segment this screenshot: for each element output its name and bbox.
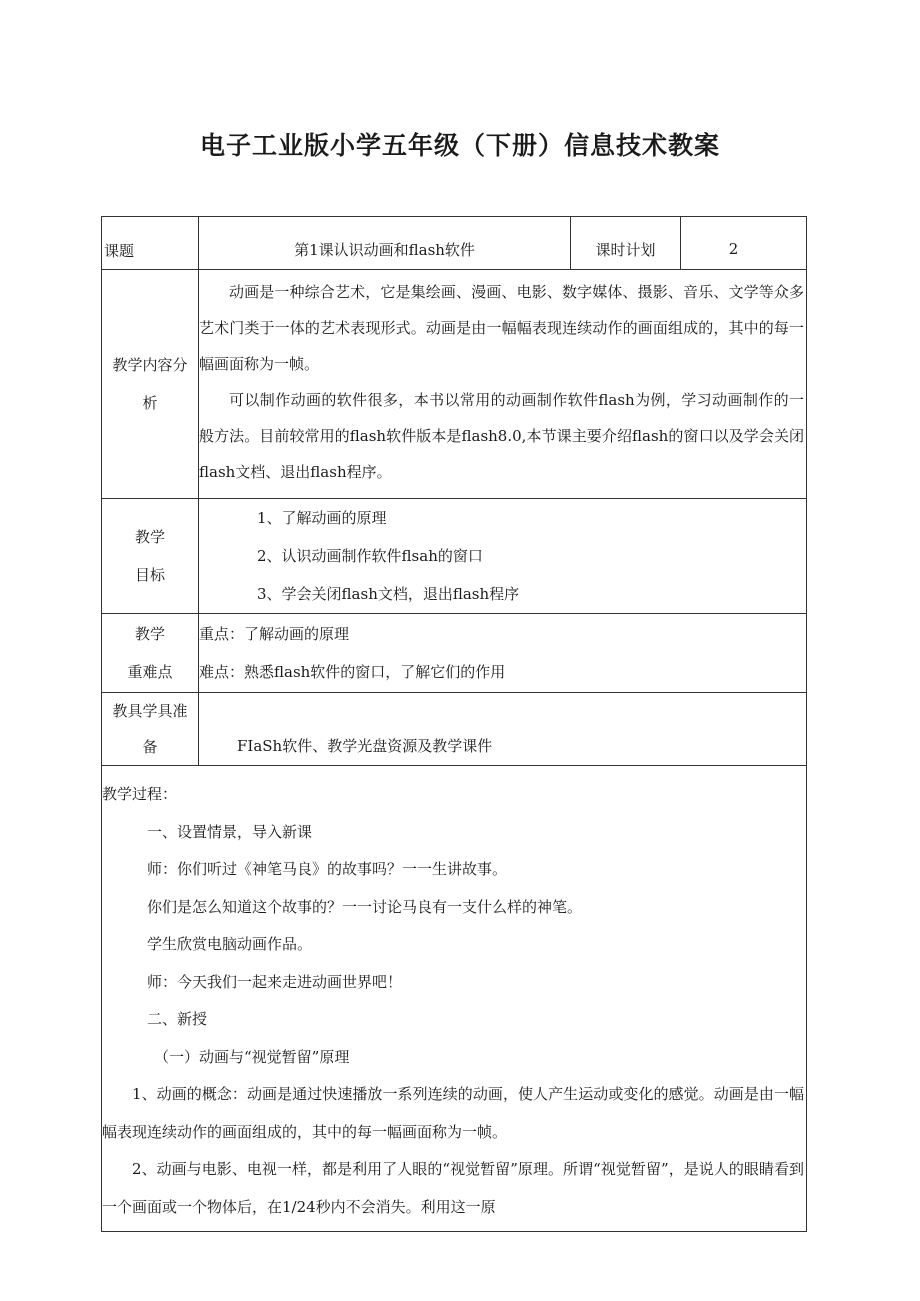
- process-line: （一）动画与“视觉暂留”原理: [154, 1047, 350, 1066]
- objectives-label-line2: 目标: [134, 566, 165, 584]
- process-line: 师：你们听过《神笔马良》的故事吗？一一生讲故事。: [147, 860, 508, 878]
- materials-label: [102, 693, 199, 766]
- content-analysis-label: 教学内容分析: [102, 270, 199, 499]
- content-analysis-text: [199, 270, 807, 499]
- key-points-row: [102, 614, 807, 693]
- process-paragraph: 2、动画与电影、电视一样，都是利用了人眼的“视觉暂留”原理。所谓“视觉暂留”，是说人的眼睛看到一个画面或一个物体后，在1/24秒内不会消失。利用这一原: [102, 1160, 805, 1216]
- process-line: 学生欣赏电脑动画作品。: [147, 935, 313, 953]
- topic-label: 课题: [102, 217, 199, 270]
- materials-label-line2: 备: [142, 738, 158, 756]
- content-paragraph: 动画是一种综合艺术，它是集绘画、漫画、电影、数字媒体、摄影、音乐、文学等众多艺术门类于一体的艺术表现形式。动画是由一幅幅表现连续动作的画面组成的，其中的每一幅画面称为一帧。: [199, 283, 805, 373]
- materials-value: FIaSh软件、教学光盘资源及教学课件: [199, 693, 807, 766]
- key-points-label-line2: 重难点: [127, 663, 173, 681]
- topic-row: [102, 217, 807, 270]
- key-point-item: 重点：了解动画的原理: [199, 625, 350, 643]
- content-paragraph: 可以制作动画的软件很多，本书以常用的动画制作软件flash为例，学习动画制作的一般方法。目前较常用的flash软件版本是flash8.0,本节课主要介绍flash的窗口以及学会关闭flash文档、退出flash程序。: [199, 391, 805, 481]
- topic-value: 第1课认识动画和flash软件: [199, 217, 571, 270]
- materials-label-line1: 教具学具准: [112, 702, 188, 720]
- process-line: 你们是怎么知道这个故事的？一一讨论马良有一支什么样的神笔。: [147, 897, 583, 916]
- hours-value: 2: [681, 217, 807, 270]
- process-heading: 教学过程：: [102, 785, 178, 803]
- document-title: 电子工业版小学五年级（下册）信息技术教案: [199, 131, 720, 160]
- objectives-label-line1: 教学: [134, 528, 165, 546]
- materials-row: [102, 693, 807, 766]
- content-analysis-row: [102, 270, 807, 499]
- process-paragraph: 1、动画的概念：动画是通过快速播放一系列连续的动画，使人产生运动或变化的感觉。动画是由一幅幅表现连续动作的画面组成的，其中的每一幅画面称为一帧。: [102, 1085, 805, 1141]
- process-line: 一、设置情景，导入新课: [147, 822, 313, 841]
- key-points-label: [102, 614, 199, 693]
- process-line: 师：今天我们一起来走进动画世界吧！: [147, 972, 403, 991]
- objective-item: 1、了解动画的原理: [257, 509, 387, 527]
- objective-item: 2、认识动画制作软件flsah的窗口: [257, 547, 483, 565]
- lesson-plan-table: [101, 216, 807, 1232]
- hours-label: 课时计划: [571, 217, 681, 270]
- process-line: 二、新授: [147, 1010, 208, 1028]
- process-content: [102, 766, 807, 1232]
- objectives-list: [199, 499, 807, 614]
- key-point-item: 难点：熟悉flash软件的窗口，了解它们的作用: [199, 663, 506, 681]
- process-row: [102, 766, 807, 1232]
- key-points-label-line1: 教学: [134, 625, 165, 643]
- objective-item: 3、学会关闭flash文档，退出flash程序: [257, 585, 520, 603]
- objectives-row: [102, 499, 807, 614]
- key-points-list: [199, 614, 807, 693]
- objectives-label: [102, 499, 199, 614]
